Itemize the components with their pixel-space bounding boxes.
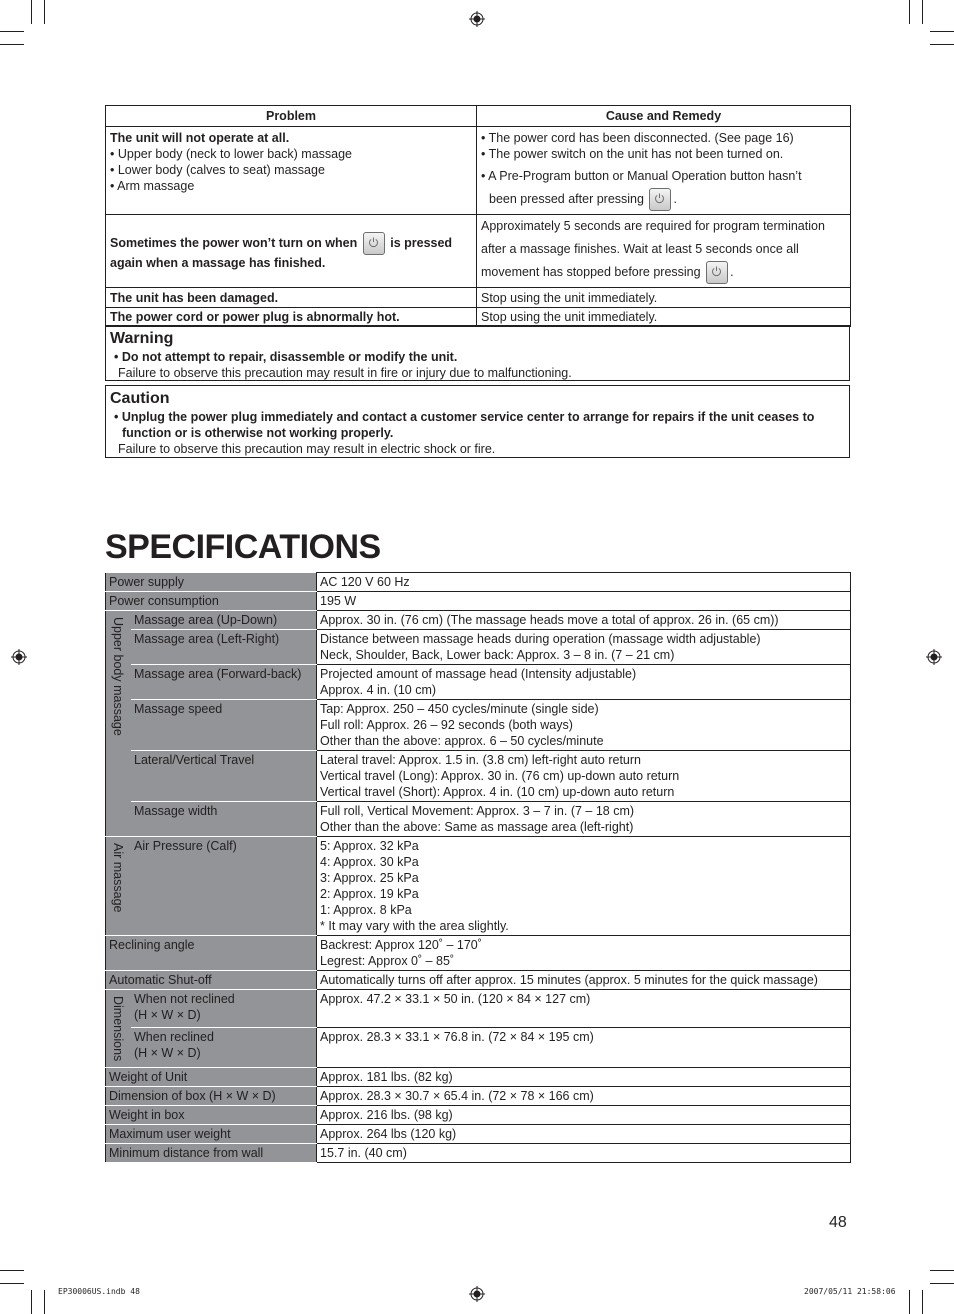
spec-label: Massage area (Left-Right) [131, 630, 317, 665]
table-row [106, 971, 851, 990]
warning-title: Warning [110, 330, 174, 347]
spec-label: Massage width [131, 802, 317, 837]
caution-note: Failure to observe this precaution may result in electric shock or fire. [118, 442, 496, 456]
list-item: • The power cord has been disconnected. (See page 16) [481, 131, 794, 145]
spec-value: Approx. 47.2 × 33.1 × 50 in. (120 × 84 × 127 cm) [317, 990, 851, 1028]
remedy-cell: Stop using the unit immediately. [477, 288, 851, 308]
problem-title: The unit will not operate at all. [110, 131, 290, 145]
table-row [106, 288, 851, 308]
spec-label: Air Pressure (Calf) [131, 837, 317, 936]
problem-cell: Sometimes the power won’t turn on when is pressed again when a massage has finished. [106, 215, 477, 288]
warning-note: Failure to observe this precaution may result in fire or injury due to malfunctioning. [118, 366, 572, 380]
power-button-icon [706, 261, 728, 284]
spec-value: Approx. 181 lbs. (82 kg) [317, 1068, 851, 1087]
crop-mark [0, 31, 24, 32]
crop-mark [44, 0, 45, 24]
crop-mark [0, 44, 24, 45]
table-row [106, 936, 851, 971]
crop-mark [909, 1290, 910, 1314]
spec-value: Approx. 28.3 × 33.1 × 76.8 in. (72 × 84 × 195 cm) [317, 1028, 851, 1068]
list-item-continued: been pressed after pressing . [481, 188, 846, 211]
group-label: Dimensions [106, 990, 131, 1068]
column-header: Cause and Remedy [477, 106, 851, 127]
column-header: Problem [106, 106, 477, 127]
crop-mark [930, 1283, 954, 1284]
troubleshooting-table [105, 105, 851, 327]
crop-mark [930, 1270, 954, 1271]
registration-mark-icon [469, 1286, 485, 1302]
power-button-icon [363, 232, 385, 255]
spec-label: Massage area (Up-Down) [131, 611, 317, 630]
group-label: Air massage [106, 837, 131, 936]
spec-label: Power supply [106, 573, 317, 592]
crop-mark [922, 0, 923, 24]
spec-value: Backrest: Approx 120˚ – 170˚ Legrest: Approx 0˚ – 85˚ [317, 936, 851, 971]
problem-cell: The unit has been damaged. [106, 288, 477, 308]
warning-box [105, 325, 850, 381]
remedy-cell [477, 127, 851, 215]
table-row [106, 990, 851, 1028]
registration-mark-icon [926, 649, 942, 665]
list-item: • Arm massage [110, 179, 195, 193]
spec-value: Approx. 30 in. (76 cm) (The massage heads move a total of approx. 26 in. (65 cm)) [317, 611, 851, 630]
table-row [106, 611, 851, 630]
list-item: • Lower body (calves to seat) massage [110, 163, 325, 177]
table-row [106, 802, 851, 837]
spec-value: 5: Approx. 32 kPa 4: Approx. 30 kPa 3: Approx. 25 kPa 2: Approx. 19 kPa 1: Approx. 8 kPa * It may vary with the area slightly. [317, 837, 851, 936]
table-row [106, 700, 851, 751]
table-row [106, 127, 851, 215]
page-number: 48 [829, 1214, 847, 1231]
remedy-cell: Approximately 5 seconds are required for program termination after a massage finishes. Wait at least 5 seconds once all movement has stopped before pressing . [477, 215, 851, 288]
table-row [106, 573, 851, 592]
spec-label: Automatic Shut-off [106, 971, 317, 990]
table-row [106, 751, 851, 802]
crop-mark [0, 1270, 24, 1271]
crop-mark [930, 31, 954, 32]
spec-value: Approx. 216 lbs. (98 kg) [317, 1106, 851, 1125]
spec-label: Weight in box [106, 1106, 317, 1125]
table-row [106, 630, 851, 665]
crop-mark [922, 1290, 923, 1314]
table-row [106, 308, 851, 327]
table-row [106, 665, 851, 700]
spec-label: Reclining angle [106, 936, 317, 971]
table-row [106, 1087, 851, 1106]
spec-label: Maximum user weight [106, 1125, 317, 1144]
spec-label: Minimum distance from wall [106, 1144, 317, 1163]
problem-cell [106, 127, 477, 215]
crop-mark [909, 0, 910, 24]
table-row [106, 215, 851, 288]
table-row [106, 1028, 851, 1068]
power-button-icon [649, 188, 671, 211]
warning-text: • Do not attempt to repair, disassemble or modify the unit. [114, 350, 458, 364]
registration-mark-icon [11, 649, 27, 665]
list-item: • A Pre-Program button or Manual Operation button hasn’t [481, 169, 802, 183]
crop-mark [930, 44, 954, 45]
spec-label: Dimension of box (H × W × D) [106, 1087, 317, 1106]
spec-label: Massage area (Forward-back) [131, 665, 317, 700]
spec-label: Power consumption [106, 592, 317, 611]
spec-value: Approx. 264 lbs (120 kg) [317, 1125, 851, 1144]
crop-mark [31, 1290, 32, 1314]
registration-mark-icon [469, 11, 485, 27]
table-row [106, 1106, 851, 1125]
footer-file-label: EP30006US.indb 48 [58, 1287, 140, 1296]
spec-value: AC 120 V 60 Hz [317, 573, 851, 592]
table-row [106, 1125, 851, 1144]
spec-value: Automatically turns off after approx. 15 minutes (approx. 5 minutes for the quick massage) [317, 971, 851, 990]
spec-label: Massage speed [131, 700, 317, 751]
problem-cell: The power cord or power plug is abnormally hot. [106, 308, 477, 327]
remedy-cell: Stop using the unit immediately. [477, 308, 851, 327]
crop-mark [31, 0, 32, 24]
crop-mark [0, 1283, 24, 1284]
list-item: • Upper body (neck to lower back) massage [110, 147, 352, 161]
spec-value: Approx. 28.3 × 30.7 × 65.4 in. (72 × 78 × 166 cm) [317, 1087, 851, 1106]
spec-label: Lateral/Vertical Travel [131, 751, 317, 802]
table-row [106, 1144, 851, 1163]
table-row [106, 1068, 851, 1087]
spec-value: Full roll, Vertical Movement: Approx. 3 – 7 in. (7 – 18 cm) Other than the above: Same as massage area (left-right) [317, 802, 851, 837]
spec-value: Distance between massage heads during operation (massage width adjustable) Neck, Shoulder, Back, Lower back: Approx. 3 – 8 in. (7 – 21 cm) [317, 630, 851, 665]
caution-title: Caution [110, 390, 170, 407]
footer-timestamp: 2007/05/11 21:58:06 [804, 1287, 896, 1296]
table-row [106, 592, 851, 611]
spec-value: 15.7 in. (40 cm) [317, 1144, 851, 1163]
specifications-table [105, 572, 851, 1163]
group-label: Upper body massage [106, 611, 131, 837]
page-title: SPECIFICATIONS [105, 528, 381, 566]
spec-value: Projected amount of massage head (Intensity adjustable) Approx. 4 in. (10 cm) [317, 665, 851, 700]
spec-value: Tap: Approx. 250 – 450 cycles/minute (single side) Full roll: Approx. 26 – 92 seconds (both ways) Other than the above: approx. 6 – 50 cycles/minute [317, 700, 851, 751]
caution-box [105, 385, 850, 458]
spec-label: When reclined (H × W × D) [131, 1028, 317, 1068]
spec-label: When not reclined (H × W × D) [131, 990, 317, 1028]
table-header-row [106, 106, 851, 127]
list-item: • The power switch on the unit has not been turned on. [481, 147, 784, 161]
spec-value: 195 W [317, 592, 851, 611]
crop-mark [44, 1290, 45, 1314]
spec-label: Weight of Unit [106, 1068, 317, 1087]
spec-value: Lateral travel: Approx. 1.5 in. (3.8 cm) left-right auto return Vertical travel (Long): Approx. 30 in. (76 cm) up-down auto return Vertical travel (Short): Approx. 4 in. (10 cm) up-down auto return [317, 751, 851, 802]
caution-text: • Unplug the power plug immediately and contact a customer service center to arrange for repairs if the unit ceases to function or is otherwise not working properly. [114, 410, 815, 440]
table-row [106, 837, 851, 936]
